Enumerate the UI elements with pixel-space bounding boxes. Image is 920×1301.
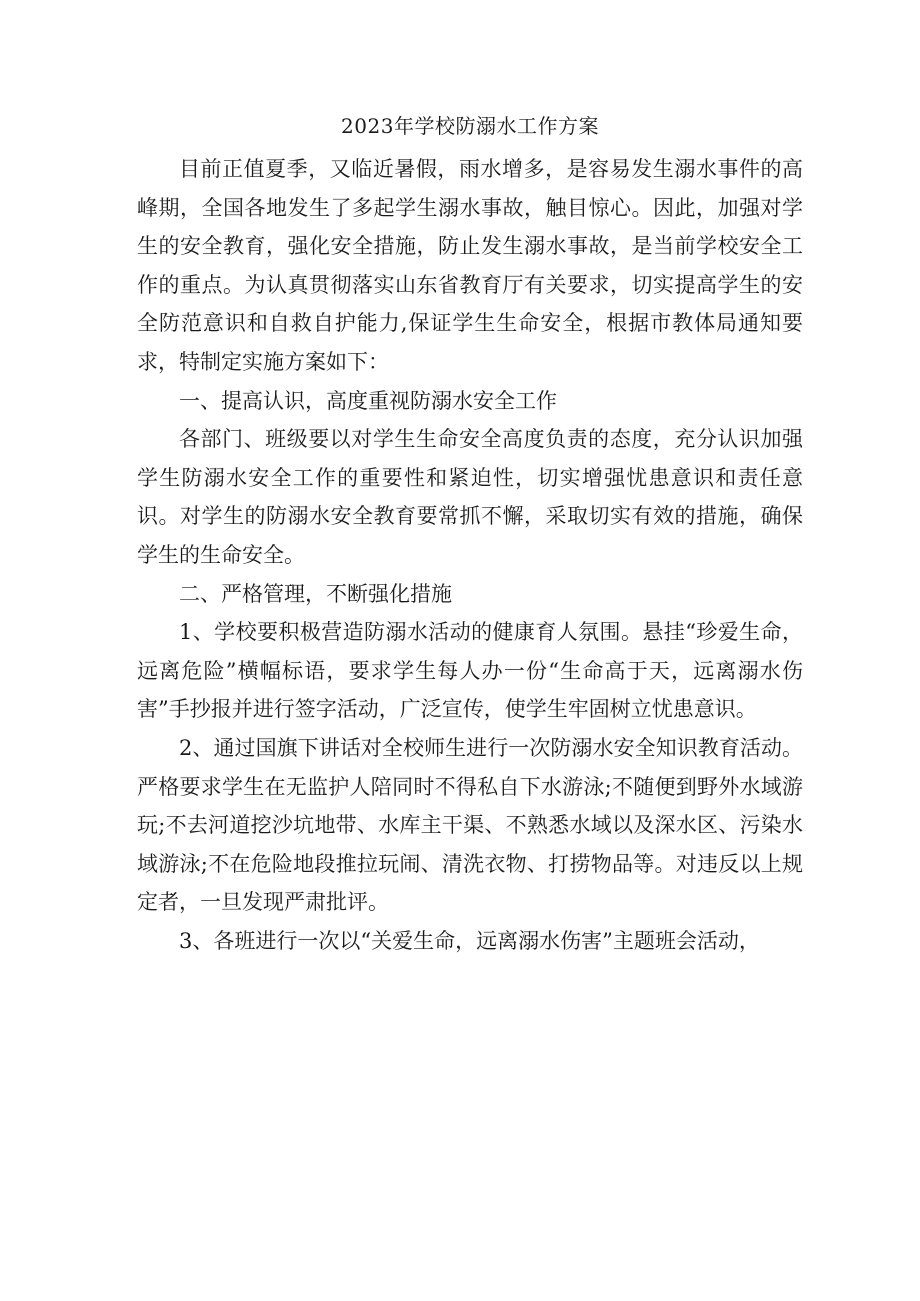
document-page [137,112,803,960]
document-title: 2023年学校防溺水工作方案 [341,114,599,138]
section-2-heading: 二、严格管理，不断强化措施 [179,581,452,606]
section-1-paragraph: 各部门、班级要以对学生生命安全高度负责的态度，充分认识加强学生防溺水安全工作的重要性和紧迫性，切实增强忧患意识和责任意识。对学生的防溺水安全教育要常抓不懈，采取切实有效的措施，确保学生的生命安全。 [137,427,803,567]
section-2-item-2: 2、通过国旗下讲话对全校师生进行一次防溺水安全知识教育活动。严格要求学生在无监护人陪同时不得私自下水游泳;不随便到野外水域游玩;不去河道挖沙坑地带、水库主干渠、不熟悉水域以及深水区、污染水域游泳;不在危险地段推拉玩闹、清洗衣物、打捞物品等。对违反以上规定者，一旦发现严肃批评。 [137,735,803,915]
section-1-heading: 一、提高认识，高度重视防溺水安全工作 [179,388,557,413]
section-2-item-1: 1、学校要积极营造防溺水活动的健康育人氛围。悬挂“珍爱生命，远离危险”横幅标语，要求学生每人办一份“生命高于天，远离溺水伤害”手抄报并进行签字活动，广泛宣传，使学生牢固树立忧患意识。 [137,620,803,722]
section-2-item-3: 3、各班进行一次以“关爱生命，远离溺水伤害”主题班会活动， [179,928,760,953]
intro-paragraph: 目前正值夏季，又临近暑假，雨水增多，是容易发生溺水事件的高峰期，全国各地发生了多起学生溺水事故，触目惊心。因此，加强对学生的安全教育，强化安全措施，防止发生溺水事故，是当前学校安全工作的重点。为认真贯彻落实山东省教育厅有关要求，切实提高学生的安全防范意识和自救自护能力,保证学生生命安全，根据市教体局通知要求，特制定实施方案如下： [137,157,803,374]
